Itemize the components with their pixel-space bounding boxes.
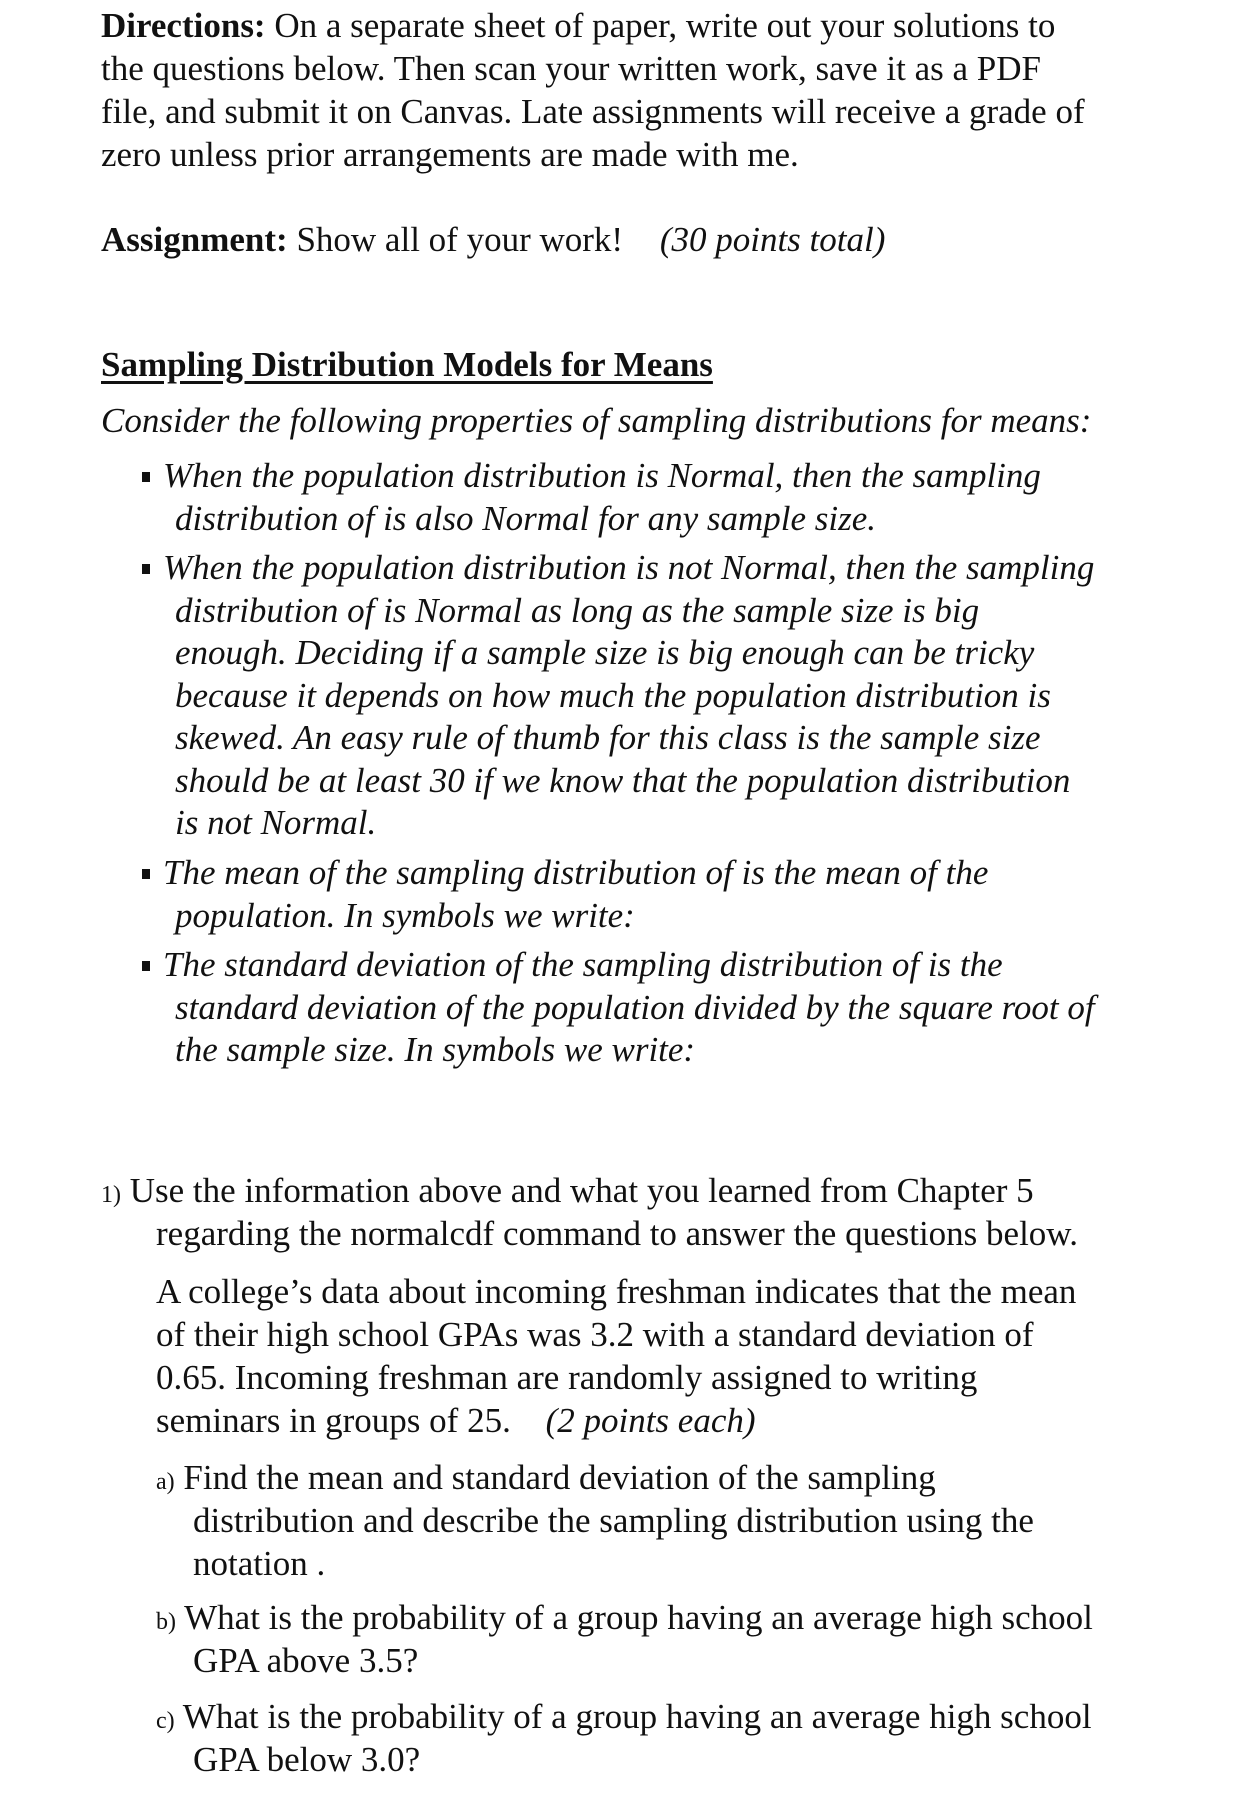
question-number: 1) [101, 1182, 121, 1208]
property-bullet-4 [163, 944, 1165, 1072]
directions-line: On a separate sheet of paper, write out your solutions to [274, 6, 1056, 45]
part-text: GPA above 3.5? [193, 1641, 419, 1680]
bullet-line: standard deviation of the population divided by the square root of [175, 987, 1095, 1027]
question-points: (2 points each) [545, 1401, 756, 1440]
context-line: A college’s data about incoming freshman indicates that the mean [156, 1272, 1077, 1311]
question-text: regarding the normalcdf command to answer the questions below. [156, 1214, 1079, 1253]
part-text: Find the mean and standard deviation of the sampling [183, 1458, 936, 1497]
context-line: seminars in groups of 25. [156, 1401, 511, 1440]
bullet-square-icon [142, 564, 150, 574]
part-label: c) [156, 1708, 175, 1734]
part-text: What is the probability of a group having an average high school [182, 1697, 1092, 1736]
part-label: b) [156, 1609, 176, 1635]
section-title: Sampling Distribution Models for Means [101, 345, 713, 384]
directions-line: file, and submit it on Canvas. Late assignments will receive a grade of [101, 92, 1085, 131]
question-text: Use the information above and what you learned from Chapter 5 [129, 1171, 1034, 1210]
part-text: What is the probability of a group having an average high school [184, 1598, 1093, 1637]
part-label: a) [156, 1469, 175, 1495]
part-text: GPA below 3.0? [193, 1740, 421, 1779]
bullet-line: enough. Deciding if a sample size is big enough can be tricky [175, 633, 1035, 672]
assignment-line [101, 218, 1161, 261]
bullet-line: should be at least 30 if we know that the population distribution [175, 760, 1071, 800]
context-line-with-points [156, 1399, 756, 1442]
bullet-line: The mean of the sampling distribution of is the mean of the [163, 853, 989, 892]
bullet-square-icon [142, 869, 150, 879]
part-c-line [156, 1695, 1092, 1743]
assignment-points: (30 points total) [659, 220, 886, 259]
question-1-line [101, 1169, 1034, 1217]
bullet-line: is not Normal. [175, 803, 377, 842]
bullet-line: skewed. An easy rule of thumb for this class is the sample size [175, 718, 1041, 757]
directions-line: the questions below. Then scan your written work, save it as a PDF [101, 49, 1041, 88]
assignment-text: Show all of your work! [296, 220, 624, 259]
context-line: 0.65. Incoming freshman are randomly assigned to writing [156, 1358, 978, 1397]
section-intro: Consider the following properties of sampling distributions for means: [101, 401, 1092, 440]
bullet-line: distribution of is Normal as long as the sample size is big [175, 590, 980, 630]
part-text: distribution and describe the sampling distribution using the [193, 1501, 1034, 1540]
bullet-line: The standard deviation of the sampling distribution of is the [163, 945, 1003, 984]
directions-label: Directions: [101, 6, 266, 45]
part-a-line [156, 1456, 936, 1504]
bullet-line: distribution of is also Normal for any sample size. [175, 498, 877, 538]
property-bullet-3 [163, 852, 1165, 937]
property-bullet-2 [163, 547, 1165, 845]
bullet-square-icon [142, 472, 150, 482]
context-line: of their high school GPAs was 3.2 with a standard deviation of [156, 1315, 1034, 1354]
bullet-line: population. In symbols we write: [175, 895, 635, 935]
bullet-line: the sample size. In symbols we write: [175, 1030, 696, 1069]
bullet-line: When the population distribution is Normal, then the sampling [163, 456, 1041, 495]
bullet-line: When the population distribution is not Normal, then the sampling [163, 548, 1095, 587]
assignment-label: Assignment: [101, 220, 288, 259]
part-text: notation . [193, 1544, 326, 1583]
property-bullet-1 [163, 455, 1165, 540]
bullet-square-icon [142, 961, 150, 971]
directions-paragraph [101, 4, 1161, 176]
bullet-line: because it depends on how much the population distribution is [175, 675, 1051, 715]
directions-line: zero unless prior arrangements are made with me. [101, 135, 799, 174]
part-b-line [156, 1596, 1093, 1644]
